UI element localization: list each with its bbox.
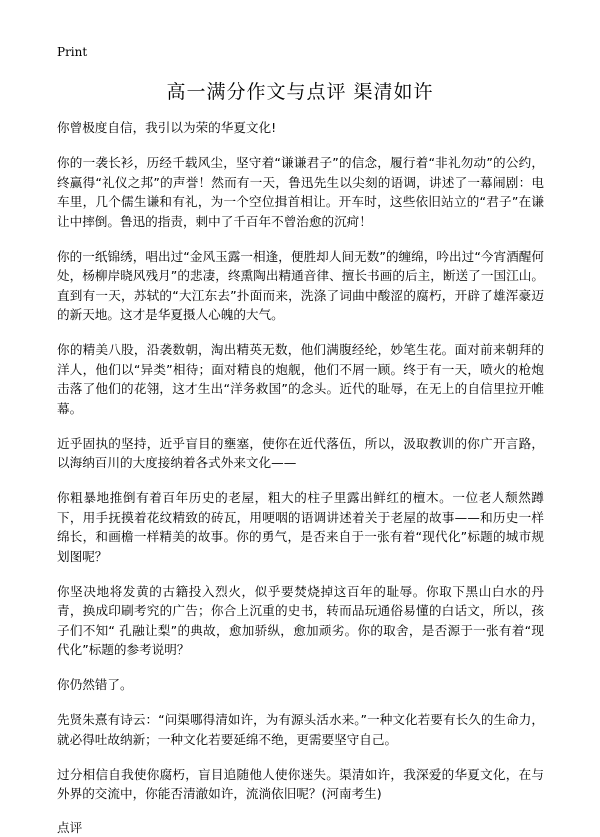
paragraph-7: 你坚决地将发黄的古籍投入烈火，似乎要焚烧掉这百年的耻辱。你取下黑山白水的丹青，换成印刷考究的广告；你合上沉重的史书，转而品玩通俗易懂的白话文，所以，孩子们不知“ 孔融让梨”的典故，愈加骄纵，愈加顽劣。你的取舍，是否源于一张有着“现代化”标题的参考说明？ [57, 582, 544, 660]
paragraph-10: 过分相信自我使你腐朽，盲目追随他人使你迷失。渠清如许，我深爱的华夏文化，在与外界的交流中，你能否清澈如许，流淌依旧呢？(河南考生) [57, 765, 544, 804]
paragraph-5: 近乎固执的坚持，近乎盲目的壅塞，使你在近代落伍，所以，汲取教训的你广开言路，以海纳百川的大度接纳着各式外来文化—— [57, 434, 544, 473]
paragraph-8: 你仍然错了。 [57, 675, 544, 695]
paragraph-6: 你粗暴地推倒有着百年历史的老屋，粗大的柱子里露出鲜红的檀木。一位老人颓然蹲下，用手抚摸着花纹精致的砖瓦，用哽咽的语调讲述着关于老屋的故事——和历史一样绵长，和画檐一样精美的故事。你的勇气，是否来自于一张有着“现代化”标题的城市规划图呢？ [57, 488, 544, 566]
paragraph-9: 先贤朱熹有诗云：“问渠哪得清如许，为有源头活水来。”一种文化若要有长久的生命力，就必得吐故纳新；一种文化若要延绵不绝，更需要坚守自己。 [57, 710, 544, 749]
article-body [57, 118, 544, 837]
print-link[interactable]: Print [57, 44, 87, 60]
paragraph-4: 你的精美八股，沿袭数朝，淘出精英无数，他们满腹经纶，妙笔生花。面对前来朝拜的洋人，他们以“异类”相待；面对精良的炮舰，他们不屑一顾。终于有一天，喷火的枪炮击落了他们的花翎，这才生出“洋务救国”的念头。近代的耻辱，在无上的自信里拉开帷幕。 [57, 340, 544, 418]
paragraph-2: 你的一袭长衫，历经千载风尘，坚守着“谦谦君子”的信念，履行着“非礼勿动”的公约，终赢得“礼仪之邦”的声誉！然而有一天，鲁迅先生以尖刻的语调，讲述了一幕闹剧：电车里，几个儒生谦和有礼，为一个空位揖首相让。开车时，这些依旧站立的“君子”在谦让中摔倒。鲁迅的指责，刺中了千百年不曾治愈的沉疴！ [57, 153, 544, 231]
paragraph-1: 你曾极度自信，我引以为荣的华夏文化! [57, 118, 544, 138]
paragraph-3: 你的一纸锦绣，唱出过“金风玉露一相逢，便胜却人间无数”的缠绵，吟出过“今宵酒醒何处，杨柳岸晓风残月”的悲凄，终熏陶出精通音律、擅长书画的后主，断送了一国江山。直到有一天，苏轼的“大江东去”扑面而来，洗涤了词曲中酸涩的腐朽，开辟了雄浑豪迈的新天地。这才是华夏摄人心魄的大气。 [57, 247, 544, 325]
page-title: 高一满分作文与点评 渠清如许 [0, 80, 600, 104]
comment-heading: 点评 [57, 818, 544, 837]
